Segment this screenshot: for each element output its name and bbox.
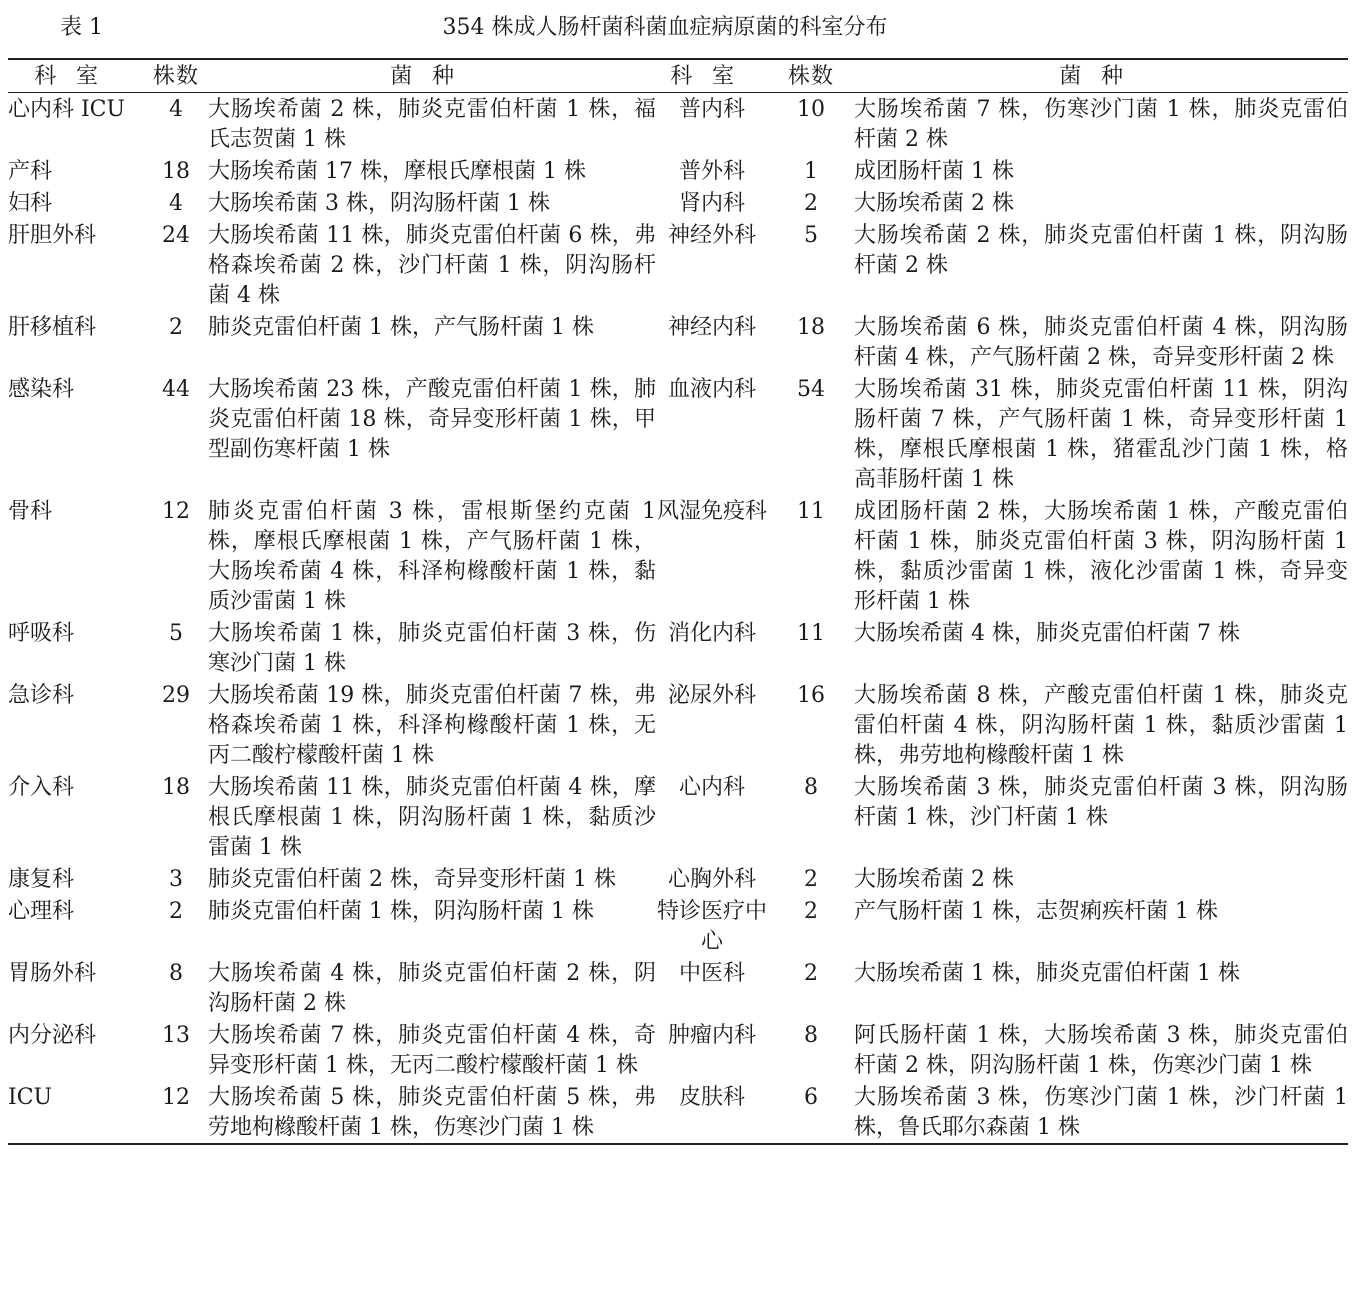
dept-cell-right: 肿瘤内科 bbox=[667, 1023, 756, 1048]
department-distribution-table bbox=[8, 58, 1348, 1145]
species-cell-right: 大肠埃希菌 31 株，肺炎克雷伯杆菌 11 株，阴沟肠杆菌 7 株，产气肠杆菌 1 株，奇异变形杆菌 1 株，摩根氏摩根菌 1 株，猪霍乱沙门菌 1 株，格高菲肠杆菌 1 株 bbox=[854, 377, 1348, 492]
table-row bbox=[8, 495, 1348, 617]
header-count-right: 株数 bbox=[787, 64, 835, 89]
table-row bbox=[8, 895, 1348, 957]
table-body bbox=[8, 93, 1348, 1145]
count-cell-left: 5 bbox=[169, 621, 183, 646]
species-cell-left: 大肠埃希菌 3 株，阴沟肠杆菌 1 株 bbox=[208, 191, 550, 216]
species-cell-left: 大肠埃希菌 1 株，肺炎克雷伯杆菌 3 株，伤寒沙门菌 1 株 bbox=[208, 621, 656, 676]
header-row bbox=[8, 59, 1348, 93]
dept-cell-left: ICU bbox=[8, 1085, 53, 1110]
species-cell-left: 大肠埃希菌 11 株，肺炎克雷伯杆菌 6 株，弗格森埃希菌 2 株，沙门杆菌 1 株，阴沟肠杆菌 4 株 bbox=[208, 223, 656, 308]
count-cell-left: 4 bbox=[169, 97, 183, 122]
table-header bbox=[8, 59, 1348, 93]
species-cell-left: 肺炎克雷伯杆菌 2 株，奇异变形杆菌 1 株 bbox=[208, 867, 616, 892]
count-cell-right: 11 bbox=[797, 621, 825, 646]
count-cell-right: 5 bbox=[804, 223, 818, 248]
count-cell-right: 8 bbox=[804, 775, 818, 800]
count-cell-left: 2 bbox=[169, 899, 183, 924]
species-cell-left: 肺炎克雷伯杆菌 1 株，阴沟肠杆菌 1 株 bbox=[208, 899, 594, 924]
species-cell-right: 大肠埃希菌 8 株，产酸克雷伯杆菌 1 株，肺炎克雷伯杆菌 4 株，阴沟肠杆菌 1 株，黏质沙雷菌 1 株，弗劳地枸橼酸杆菌 1 株 bbox=[854, 683, 1348, 768]
dept-cell-right: 心内科 bbox=[678, 775, 745, 800]
table-row bbox=[8, 311, 1348, 373]
dept-cell-left: 感染科 bbox=[8, 377, 75, 402]
species-cell-right: 产气肠杆菌 1 株，志贺痢疾杆菌 1 株 bbox=[854, 899, 1218, 924]
count-cell-left: 13 bbox=[162, 1023, 190, 1048]
species-cell-right: 大肠埃希菌 6 株，肺炎克雷伯杆菌 4 株，阴沟肠杆菌 4 株，产气肠杆菌 2 株，奇异变形杆菌 2 株 bbox=[854, 315, 1348, 370]
count-cell-left: 3 bbox=[169, 867, 183, 892]
count-cell-right: 10 bbox=[797, 97, 825, 122]
table-row bbox=[8, 155, 1348, 187]
dept-cell-right: 神经内科 bbox=[667, 315, 756, 340]
dept-cell-left: 产科 bbox=[8, 159, 53, 184]
species-cell-left: 肺炎克雷伯杆菌 1 株，产气肠杆菌 1 株 bbox=[208, 315, 594, 340]
count-cell-left: 29 bbox=[162, 683, 190, 708]
table-row bbox=[8, 373, 1348, 495]
dept-cell-left: 妇科 bbox=[8, 191, 53, 216]
count-cell-right: 2 bbox=[804, 961, 818, 986]
species-cell-right: 大肠埃希菌 2 株，肺炎克雷伯杆菌 1 株，阴沟肠杆菌 2 株 bbox=[854, 223, 1348, 278]
dept-cell-right: 心胸外科 bbox=[667, 867, 756, 892]
dept-cell-left: 胃肠外科 bbox=[8, 961, 97, 986]
species-cell-right: 成团肠杆菌 1 株 bbox=[854, 159, 1014, 184]
dept-cell-left: 骨科 bbox=[8, 499, 53, 524]
dept-cell-right: 普内科 bbox=[678, 97, 745, 122]
dept-cell-right: 皮肤科 bbox=[678, 1085, 745, 1110]
header-dept-left: 科室 bbox=[34, 64, 118, 89]
species-cell-left: 大肠埃希菌 4 株，肺炎克雷伯杆菌 2 株，阴沟肠杆菌 2 株 bbox=[208, 961, 656, 1016]
species-cell-left: 大肠埃希菌 7 株，肺炎克雷伯杆菌 4 株，奇异变形杆菌 1 株，无丙二酸柠檬酸杆菌 1 株 bbox=[208, 1023, 656, 1078]
count-cell-left: 18 bbox=[162, 159, 190, 184]
table-caption bbox=[0, 12, 1356, 44]
dept-cell-right: 血液内科 bbox=[667, 377, 756, 402]
table-row bbox=[8, 1019, 1348, 1081]
dept-cell-right: 消化内科 bbox=[667, 621, 756, 646]
count-cell-right: 2 bbox=[804, 899, 818, 924]
species-cell-left: 大肠埃希菌 19 株，肺炎克雷伯杆菌 7 株，弗格森埃希菌 1 株，科泽枸橼酸杆菌 1 株，无丙二酸柠檬酸杆菌 1 株 bbox=[208, 683, 656, 768]
table-row bbox=[8, 93, 1348, 156]
count-cell-left: 4 bbox=[169, 191, 183, 216]
species-cell-left: 大肠埃希菌 5 株，肺炎克雷伯杆菌 5 株，弗劳地枸橼酸杆菌 1 株，伤寒沙门菌 1 株 bbox=[208, 1085, 656, 1140]
table-row bbox=[8, 187, 1348, 219]
dept-cell-right: 普外科 bbox=[678, 159, 745, 184]
dept-cell-left: 介入科 bbox=[8, 775, 75, 800]
dept-cell-left: 康复科 bbox=[8, 867, 75, 892]
dept-cell-right: 泌尿外科 bbox=[667, 683, 756, 708]
species-cell-right: 大肠埃希菌 4 株，肺炎克雷伯杆菌 7 株 bbox=[854, 621, 1240, 646]
header-species-left: 菌种 bbox=[390, 64, 474, 89]
table-row bbox=[8, 957, 1348, 1019]
dept-cell-left: 呼吸科 bbox=[8, 621, 75, 646]
table-row bbox=[8, 771, 1348, 863]
count-cell-right: 2 bbox=[804, 191, 818, 216]
count-cell-right: 18 bbox=[797, 315, 825, 340]
species-cell-right: 大肠埃希菌 7 株，伤寒沙门菌 1 株，肺炎克雷伯杆菌 2 株 bbox=[854, 97, 1348, 152]
species-cell-right: 大肠埃希菌 3 株，伤寒沙门菌 1 株，沙门杆菌 1 株，鲁氏耶尔森菌 1 株 bbox=[854, 1085, 1348, 1140]
table-row bbox=[8, 1081, 1348, 1144]
dept-cell-left: 心内科 ICU bbox=[8, 97, 126, 122]
dept-cell-left: 肝移植科 bbox=[8, 315, 97, 340]
dept-cell-left: 内分泌科 bbox=[8, 1023, 97, 1048]
species-cell-left: 大肠埃希菌 11 株，肺炎克雷伯杆菌 4 株，摩根氏摩根菌 1 株，阴沟肠杆菌 1 株，黏质沙雷菌 1 株 bbox=[208, 775, 656, 860]
table-row bbox=[8, 617, 1348, 679]
count-cell-right: 16 bbox=[797, 683, 825, 708]
dept-cell-left: 急诊科 bbox=[8, 683, 75, 708]
dept-cell-right: 中医科 bbox=[678, 961, 745, 986]
count-cell-right: 2 bbox=[804, 867, 818, 892]
count-cell-right: 1 bbox=[804, 159, 818, 184]
count-cell-left: 8 bbox=[169, 961, 183, 986]
header-dept-right: 科室 bbox=[670, 64, 754, 89]
count-cell-left: 24 bbox=[162, 223, 190, 248]
header-species-right: 菌种 bbox=[1059, 64, 1143, 89]
species-cell-left: 肺炎克雷伯杆菌 3 株，雷根斯堡约克菌 1 株，摩根氏摩根菌 1 株，产气肠杆菌 1 株，大肠埃希菌 4 株，科泽枸橼酸杆菌 1 株，黏质沙雷菌 1 株 bbox=[208, 499, 656, 614]
dept-cell-right: 肾内科 bbox=[678, 191, 745, 216]
header-count-left: 株数 bbox=[152, 64, 200, 89]
count-cell-right: 11 bbox=[797, 499, 825, 524]
table-number: 表 1 bbox=[60, 15, 103, 40]
count-cell-right: 54 bbox=[797, 377, 825, 402]
count-cell-left: 12 bbox=[162, 1085, 190, 1110]
count-cell-left: 44 bbox=[162, 377, 190, 402]
species-cell-right: 大肠埃希菌 3 株，肺炎克雷伯杆菌 3 株，阴沟肠杆菌 1 株，沙门杆菌 1 株 bbox=[854, 775, 1348, 830]
table-title: 354 株成人肠杆菌科菌血症病原菌的科室分布 bbox=[442, 15, 888, 40]
count-cell-right: 8 bbox=[804, 1023, 818, 1048]
count-cell-left: 2 bbox=[169, 315, 183, 340]
species-cell-right: 成团肠杆菌 2 株，大肠埃希菌 1 株，产酸克雷伯杆菌 1 株，肺炎克雷伯杆菌 3 株，阴沟肠杆菌 1 株，黏质沙雷菌 1 株，液化沙雷菌 1 株，奇异变形杆菌 1 株 bbox=[854, 499, 1348, 614]
table-row bbox=[8, 863, 1348, 895]
species-cell-right: 大肠埃希菌 1 株，肺炎克雷伯杆菌 1 株 bbox=[854, 961, 1240, 986]
table-row bbox=[8, 219, 1348, 311]
dept-cell-right: 风湿免疫科 bbox=[656, 499, 767, 524]
species-cell-left: 大肠埃希菌 2 株，肺炎克雷伯杆菌 1 株，福氏志贺菌 1 株 bbox=[208, 97, 656, 152]
species-cell-right: 阿氏肠杆菌 1 株，大肠埃希菌 3 株，肺炎克雷伯杆菌 2 株，阴沟肠杆菌 1 株，伤寒沙门菌 1 株 bbox=[854, 1023, 1348, 1078]
count-cell-right: 6 bbox=[804, 1085, 818, 1110]
dept-cell-left: 肝胆外科 bbox=[8, 223, 97, 248]
count-cell-left: 18 bbox=[162, 775, 190, 800]
count-cell-left: 12 bbox=[162, 499, 190, 524]
species-cell-right: 大肠埃希菌 2 株 bbox=[854, 191, 1014, 216]
species-cell-right: 大肠埃希菌 2 株 bbox=[854, 867, 1014, 892]
table-row bbox=[8, 679, 1348, 771]
species-cell-left: 大肠埃希菌 23 株，产酸克雷伯杆菌 1 株，肺炎克雷伯杆菌 18 株，奇异变形杆菌 1 株，甲型副伤寒杆菌 1 株 bbox=[208, 377, 656, 462]
species-cell-left: 大肠埃希菌 17 株，摩根氏摩根菌 1 株 bbox=[208, 159, 586, 184]
dept-cell-left: 心理科 bbox=[8, 899, 75, 924]
dept-cell-right: 神经外科 bbox=[667, 223, 756, 248]
dept-cell-right: 特诊医疗中心 bbox=[656, 899, 767, 954]
